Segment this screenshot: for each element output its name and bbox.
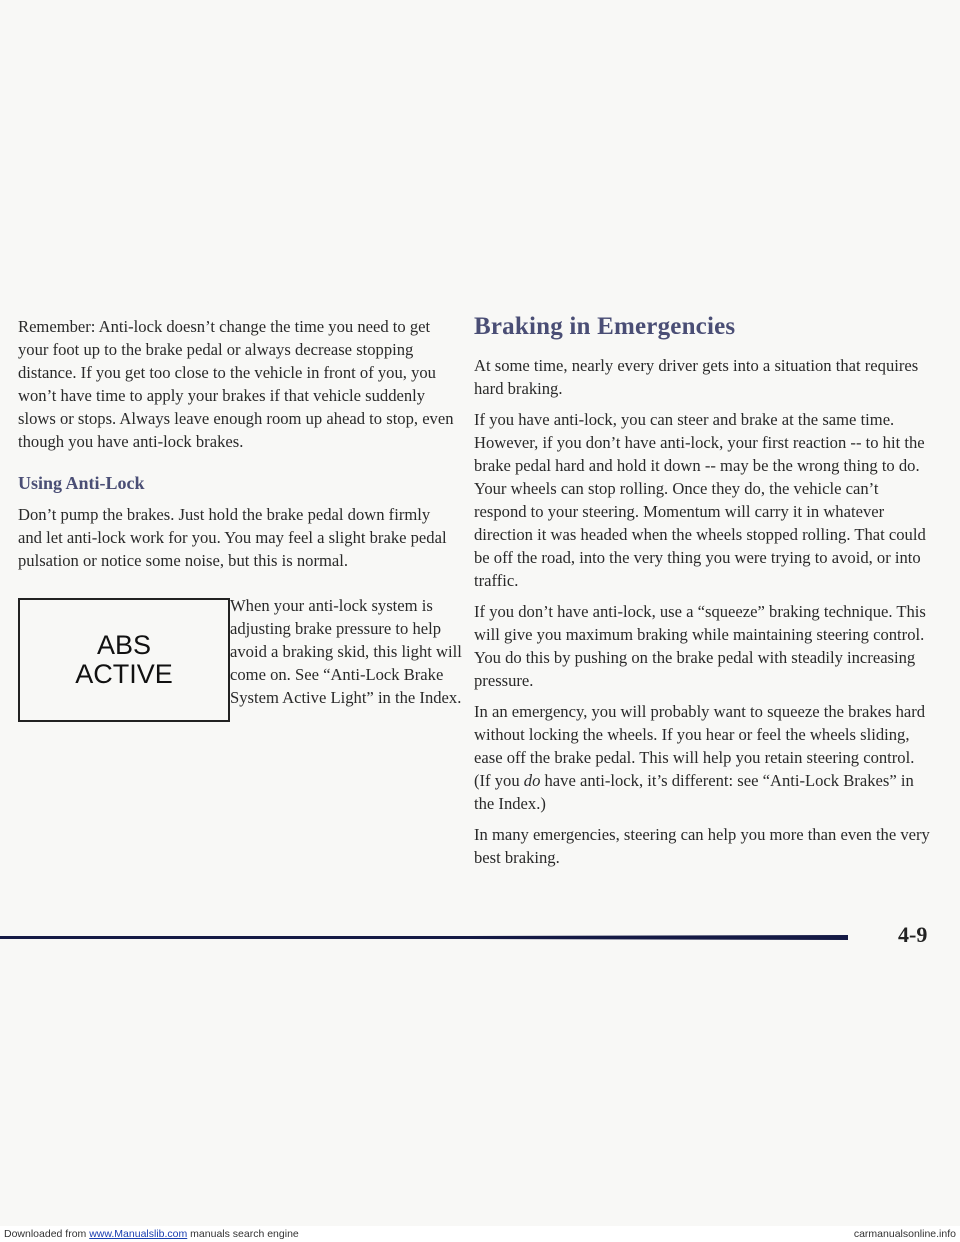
paragraph-5: In many emergencies, steering can help you more than even the very best braking. bbox=[474, 825, 930, 867]
credit-prefix: Downloaded from bbox=[4, 1228, 90, 1240]
using-anti-lock-paragraph: Don’t pump the brakes. Just hold the brake pedal down firmly and let anti-lock work for you. You may feel a slight brake pedal pulsation or notice some noise, but this is normal. bbox=[18, 505, 447, 570]
abs-description bbox=[230, 594, 462, 709]
abs-label: ABS bbox=[96, 630, 152, 660]
footer-rule bbox=[0, 936, 848, 939]
right-column bbox=[474, 312, 932, 877]
left-column bbox=[18, 315, 462, 724]
using-anti-lock-heading: Using Anti-Lock bbox=[18, 473, 145, 493]
active-label: ACTIVE bbox=[75, 659, 173, 689]
manualslib-link[interactable]: www.Manualslib.com bbox=[89, 1228, 188, 1240]
abs-active-section bbox=[18, 594, 462, 724]
paragraph-2: If you have anti-lock, you can steer and brake at the same time. However, if you don’t have anti-lock, your first reaction -- to hit the brake pedal hard and hold it down -- may be the wrong thing to do. Your wheels can stop rolling. Once they do, the vehicle can’t respond to your steering. Momentum will carry it in whatever direction it was headed when the wheels stopped rolling. That could be off the road, into the very thing you were trying to avoid, or into traffic. bbox=[474, 410, 926, 590]
paragraph-1: At some time, nearly every driver gets into a situation that requires hard braking. bbox=[474, 356, 919, 398]
download-credit bbox=[4, 1228, 299, 1240]
credit-suffix: manuals search engine bbox=[187, 1228, 299, 1240]
paragraph-4-part-b: have anti-lock, it’s different: see “Anti-Lock Brakes” in the Index.) bbox=[474, 771, 914, 813]
paragraph-4-italic: do bbox=[523, 771, 541, 790]
paragraph-4-part-a: In an emergency, you will probably want to squeeze the brakes hard without locking the wheels. If you hear or feel the wheels sliding, ease off the brake pedal. This will help you retain steering control. (If you bbox=[474, 702, 926, 790]
paragraph-4 bbox=[474, 700, 932, 815]
intro-paragraph: Remember: Anti-lock doesn’t change the time you need to get your foot up to the brake pedal or always decrease stopping distance. If you get too close to the vehicle in front of you, you won’t have time to apply your brakes if that vehicle suddenly slows or stops. Always leave enough room up ahead to stop, even though you have anti-lock brakes. bbox=[18, 317, 454, 451]
paragraph-3: If you don’t have anti-lock, use a “squeeze” braking technique. This will give you maximum braking while maintaining steering control. You do this by pushing on the brake pedal with steadily increasing pressure. bbox=[474, 602, 926, 690]
abs-active-indicator-icon bbox=[18, 598, 230, 722]
page-number: 4-9 bbox=[898, 922, 928, 947]
section-heading: Braking in Emergencies bbox=[474, 313, 736, 340]
abs-paragraph: When your anti-lock system is adjusting brake pressure to help avoid a braking skid, this light will come on. See “Anti-Lock Brake System Active Light” in the Index. bbox=[230, 596, 462, 707]
watermark: carmanualsonline.info bbox=[853, 1228, 956, 1240]
